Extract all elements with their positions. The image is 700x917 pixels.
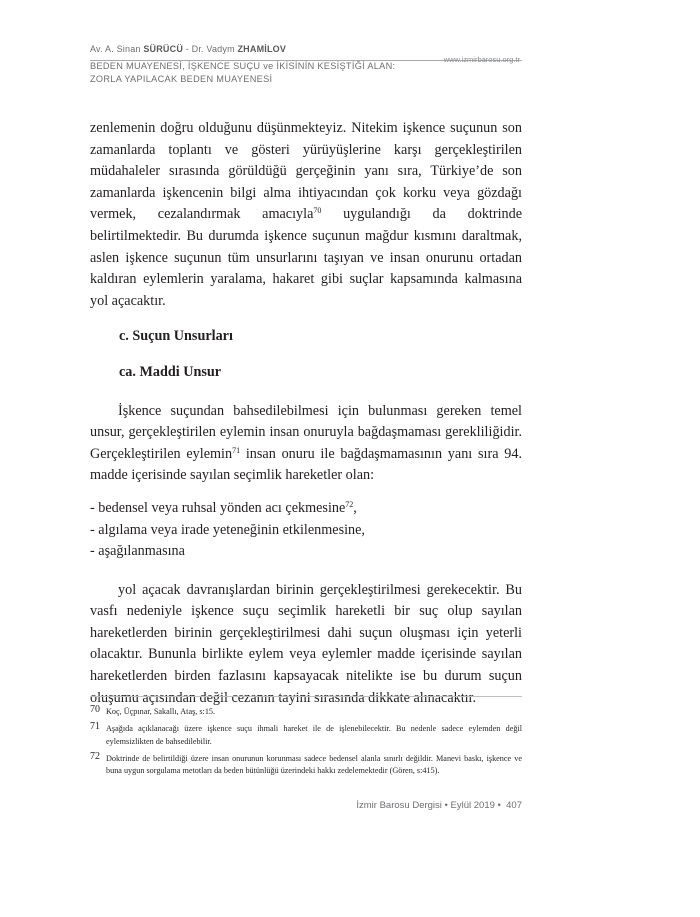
author2-first: Dr. Vadym <box>191 44 235 54</box>
footnote-text: Doktrinde de belirtildiği üzere insan onurunun korunması sadece bedensel alanla sınırlı değildir. Manevi baskı, işkence ve buna uygun sorgulama metotları da beden bütünlüğü üzerindeki hakkı zedelemektedir (Gören, s:415). <box>106 753 522 775</box>
footnote-number: 71 <box>90 721 100 732</box>
paragraph-2-text: İşkence suçundan bahsedilebilmesi için bulunması gereken temel unsur, gerçekleştirilen eylemin insan onuruyla bağdaşmaması gerekliliğidir. Gerçekleştirilen eylemin <box>90 402 522 462</box>
section-heading-c: c. Suçun Unsurları <box>119 328 233 345</box>
author2-last: ZHAMİLOV <box>237 44 287 54</box>
author1-first: Av. A. Sinan <box>90 44 141 54</box>
element-list <box>90 498 522 563</box>
section-heading-ca: ca. Maddi Unsur <box>119 363 222 380</box>
footnote-ref-72: 72 <box>345 499 354 509</box>
paragraph-1-text: zenlemenin doğru olduğunu düşünmekteyiz. Nitekim işkence suçunun son zamanlarda toplantı ve gösteri yürüyüşlerine karşı gerçekleştirilen müdahaleler sırasında görüldüğü gerçeğinin yanı sıra, Türkiye’de son zamanlarda işkencenin bilgi alma ihtiyacından çok korku veya gözdağı vermek, cezalandırmak amacıyla <box>90 120 522 223</box>
footnote-ref-70: 70 <box>313 206 322 216</box>
list-item-after: , <box>353 499 357 516</box>
article-body <box>90 118 522 709</box>
footer-bullet: • <box>497 800 501 811</box>
list-item <box>90 541 522 563</box>
footnotes <box>90 706 522 782</box>
footer-date: Eylül 2019 <box>450 800 495 811</box>
header-url: www.izmirbarosu.org.tr <box>443 55 520 64</box>
paragraph-1 <box>90 118 522 312</box>
footnote-72 <box>90 750 522 778</box>
footer-bullet: • <box>444 800 448 811</box>
list-item <box>90 498 522 520</box>
header-authors <box>90 44 520 54</box>
paragraph-3: yol açacak davranışlardan birinin gerçekleştirilmesi gerekecektir. Bu vasfı nedeniyle işkence suçu seçimlik hareketli bir suç olup sayılan hareketlerden birinin gerçekleştirilmesi dahi suçun oluşması için yeterli olacaktır. Bununla birlikte eylem veya eylemler madde içerisinde sayılan hareketlerden birden fazlasını kapsayacak nitelikte ise bu durum suçun oluşumu açısından değil cezanın tayini sırasında dikkate alınacaktır. <box>90 581 522 706</box>
list-item-text: - algılama veya irade yeteneğinin etkilenmesine, <box>90 521 365 538</box>
author1-last: SÜRÜCÜ <box>143 44 184 54</box>
footnote-71 <box>90 723 522 748</box>
header-title-line1: BEDEN MUAYENESİ, İŞKENCE SUÇU ve İKİSİNİN KESİŞTİĞİ ALAN: <box>90 61 396 71</box>
footnote-text: Aşağıda açıklanacağı üzere işkence suçu ihmali hareket ile de işlenebilecektir. Bu nedenle sadece eylemden değil eylemsizlikten de bahsedilebilir. <box>106 724 522 746</box>
list-item <box>90 520 522 542</box>
page-number: 407 <box>506 800 522 811</box>
author-separator: - <box>183 44 192 54</box>
paragraph-1-text-end: uygulandığı da doktrinde belirtilmektedir. Bu durumda işkence suçunun mağdur kısmını daraltmak, aslen işkence suçunun tüm unsurlarını taşıyan ve insan onurunu ortadan kaldıran eylemlerin yaralama, hakaret gibi suçlar kapsamında kalmasına yol açacaktır. <box>90 206 523 309</box>
footnote-number: 72 <box>90 750 100 762</box>
footnote-ref-71: 71 <box>232 445 241 455</box>
paragraph-2-text-end: insan onuru ile bağdaşmamasının yanı sıra 94. madde içerisinde sayılan seçimlik hareketler olan: <box>90 445 522 484</box>
list-item-text: - aşağılanmasına <box>90 543 185 560</box>
footnote-rule <box>90 696 522 697</box>
footnote-70 <box>90 706 522 719</box>
list-item-text: - bedensel veya ruhsal yönden acı çekmesine <box>90 499 346 516</box>
header-title-line2: ZORLA YAPILACAK BEDEN MUAYENESİ <box>90 74 273 84</box>
page-footer <box>356 800 522 811</box>
running-header <box>90 44 520 85</box>
footnote-number: 70 <box>90 704 100 715</box>
footer-journal: İzmir Barosu Dergisi <box>356 800 442 811</box>
paragraph-2 <box>90 401 522 487</box>
footnote-text: Koç, Üçpınar, Sakallı, Ataş, s:15. <box>106 707 216 716</box>
